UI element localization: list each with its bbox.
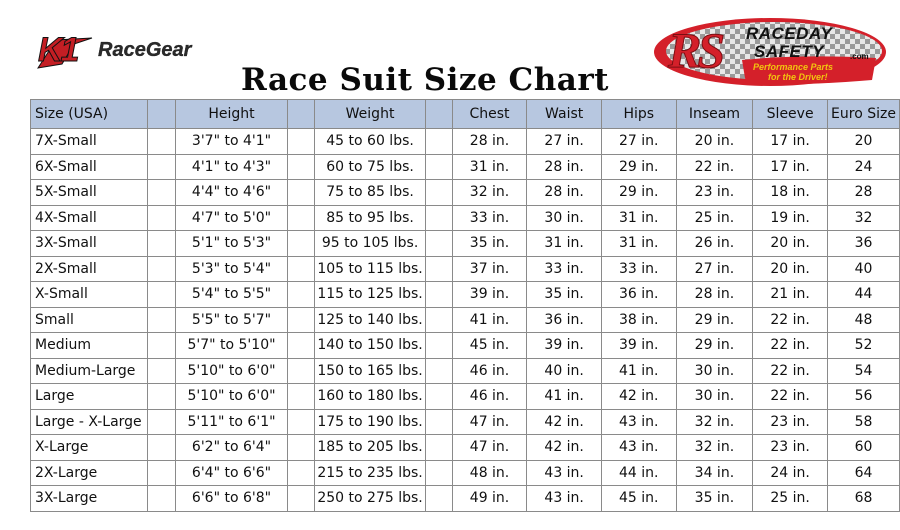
cell-chest: 32 in.: [452, 180, 527, 206]
cell-height: 5'10" to 6'0": [175, 358, 288, 384]
cell-chest: 31 in.: [452, 154, 527, 180]
cell-spacer: [147, 154, 175, 180]
cell-size: X-Large: [31, 435, 148, 461]
cell-euro: 20: [827, 129, 899, 155]
cell-spacer: [426, 384, 453, 410]
table-row: [31, 384, 900, 410]
col-header-chest: Chest: [452, 100, 527, 129]
cell-hips: 33 in.: [601, 256, 676, 282]
table-row: [31, 358, 900, 384]
cell-hips: 45 in.: [601, 486, 676, 512]
cell-sleeve: 21 in.: [753, 282, 828, 308]
cell-waist: 41 in.: [527, 384, 602, 410]
col-header-weight: Weight: [315, 100, 426, 129]
cell-spacer: [426, 129, 453, 155]
cell-spacer: [426, 460, 453, 486]
cell-sleeve: 20 in.: [753, 256, 828, 282]
cell-euro: 44: [827, 282, 899, 308]
cell-spacer: [288, 435, 315, 461]
cell-sleeve: 18 in.: [753, 180, 828, 206]
col-spacer: [288, 100, 315, 129]
cell-spacer: [147, 409, 175, 435]
cell-weight: 75 to 85 lbs.: [315, 180, 426, 206]
cell-waist: 27 in.: [527, 129, 602, 155]
cell-waist: 40 in.: [527, 358, 602, 384]
rs-line1: RACEDAY: [746, 24, 833, 43]
cell-chest: 33 in.: [452, 205, 527, 231]
page-title: Race Suit Size Chart: [241, 62, 609, 98]
cell-hips: 27 in.: [601, 129, 676, 155]
cell-weight: 45 to 60 lbs.: [315, 129, 426, 155]
cell-euro: 58: [827, 409, 899, 435]
cell-spacer: [426, 358, 453, 384]
cell-spacer: [147, 231, 175, 257]
cell-height: 4'7" to 5'0": [175, 205, 288, 231]
cell-hips: 39 in.: [601, 333, 676, 359]
cell-size: 3X-Small: [31, 231, 148, 257]
cell-height: 6'4" to 6'6": [175, 460, 288, 486]
cell-height: 6'2" to 6'4": [175, 435, 288, 461]
cell-spacer: [147, 435, 175, 461]
cell-inseam: 23 in.: [676, 180, 753, 206]
cell-chest: 35 in.: [452, 231, 527, 257]
cell-sleeve: 17 in.: [753, 129, 828, 155]
cell-spacer: [426, 205, 453, 231]
cell-spacer: [288, 307, 315, 333]
cell-height: 5'1" to 5'3": [175, 231, 288, 257]
rs-line2: SAFETY: [754, 42, 825, 61]
cell-sleeve: 22 in.: [753, 358, 828, 384]
cell-spacer: [147, 358, 175, 384]
cell-spacer: [147, 282, 175, 308]
cell-waist: 30 in.: [527, 205, 602, 231]
rs-com: .com: [850, 52, 869, 61]
cell-size: 7X-Small: [31, 129, 148, 155]
cell-inseam: 32 in.: [676, 409, 753, 435]
cell-spacer: [288, 282, 315, 308]
cell-spacer: [147, 205, 175, 231]
col-header-height: Height: [175, 100, 288, 129]
cell-height: 3'7" to 4'1": [175, 129, 288, 155]
cell-hips: 42 in.: [601, 384, 676, 410]
cell-waist: 43 in.: [527, 486, 602, 512]
table-row: [31, 231, 900, 257]
cell-spacer: [288, 358, 315, 384]
cell-euro: 40: [827, 256, 899, 282]
cell-chest: 47 in.: [452, 435, 527, 461]
cell-sleeve: 22 in.: [753, 384, 828, 410]
cell-spacer: [426, 231, 453, 257]
cell-spacer: [426, 282, 453, 308]
cell-chest: 39 in.: [452, 282, 527, 308]
cell-height: 5'3" to 5'4": [175, 256, 288, 282]
cell-spacer: [288, 486, 315, 512]
col-header-inseam: Inseam: [676, 100, 753, 129]
table-row: [31, 282, 900, 308]
cell-waist: 42 in.: [527, 409, 602, 435]
cell-sleeve: 19 in.: [753, 205, 828, 231]
cell-weight: 150 to 165 lbs.: [315, 358, 426, 384]
table-row: [31, 307, 900, 333]
cell-spacer: [147, 384, 175, 410]
cell-height: 5'10" to 6'0": [175, 384, 288, 410]
col-spacer: [147, 100, 175, 129]
cell-height: 4'1" to 4'3": [175, 154, 288, 180]
cell-hips: 38 in.: [601, 307, 676, 333]
cell-spacer: [147, 486, 175, 512]
cell-spacer: [288, 231, 315, 257]
k1-brand-text: K1: [38, 31, 78, 69]
cell-spacer: [288, 256, 315, 282]
cell-inseam: 30 in.: [676, 358, 753, 384]
cell-spacer: [288, 129, 315, 155]
cell-weight: 215 to 235 lbs.: [315, 460, 426, 486]
cell-hips: 36 in.: [601, 282, 676, 308]
cell-spacer: [426, 180, 453, 206]
col-header-sleeve: Sleeve: [753, 100, 828, 129]
cell-weight: 250 to 275 lbs.: [315, 486, 426, 512]
cell-waist: 31 in.: [527, 231, 602, 257]
col-header-euro: Euro Size: [827, 100, 899, 129]
cell-size: X-Small: [31, 282, 148, 308]
cell-size: Large - X-Large: [31, 409, 148, 435]
cell-spacer: [147, 460, 175, 486]
cell-hips: 41 in.: [601, 358, 676, 384]
cell-waist: 28 in.: [527, 154, 602, 180]
cell-size: 2X-Small: [31, 256, 148, 282]
cell-chest: 48 in.: [452, 460, 527, 486]
cell-sleeve: 25 in.: [753, 486, 828, 512]
cell-spacer: [147, 129, 175, 155]
cell-euro: 32: [827, 205, 899, 231]
table-row: [31, 409, 900, 435]
cell-hips: 31 in.: [601, 231, 676, 257]
cell-waist: 36 in.: [527, 307, 602, 333]
cell-spacer: [147, 307, 175, 333]
cell-weight: 140 to 150 lbs.: [315, 333, 426, 359]
cell-spacer: [426, 435, 453, 461]
cell-weight: 95 to 105 lbs.: [315, 231, 426, 257]
cell-spacer: [426, 409, 453, 435]
cell-spacer: [147, 333, 175, 359]
cell-euro: 54: [827, 358, 899, 384]
cell-height: 4'4" to 4'6": [175, 180, 288, 206]
cell-chest: 28 in.: [452, 129, 527, 155]
cell-hips: 31 in.: [601, 205, 676, 231]
table-row: [31, 460, 900, 486]
cell-size: 6X-Small: [31, 154, 148, 180]
cell-inseam: 27 in.: [676, 256, 753, 282]
cell-inseam: 26 in.: [676, 231, 753, 257]
cell-size: Large: [31, 384, 148, 410]
cell-hips: 43 in.: [601, 409, 676, 435]
cell-waist: 33 in.: [527, 256, 602, 282]
cell-sleeve: 17 in.: [753, 154, 828, 180]
cell-waist: 39 in.: [527, 333, 602, 359]
cell-chest: 46 in.: [452, 384, 527, 410]
table-row: [31, 256, 900, 282]
cell-weight: 160 to 180 lbs.: [315, 384, 426, 410]
cell-waist: 28 in.: [527, 180, 602, 206]
cell-sleeve: 22 in.: [753, 307, 828, 333]
cell-waist: 35 in.: [527, 282, 602, 308]
cell-inseam: 28 in.: [676, 282, 753, 308]
cell-weight: 105 to 115 lbs.: [315, 256, 426, 282]
cell-euro: 52: [827, 333, 899, 359]
cell-hips: 43 in.: [601, 435, 676, 461]
cell-inseam: 30 in.: [676, 384, 753, 410]
cell-spacer: [288, 205, 315, 231]
cell-inseam: 25 in.: [676, 205, 753, 231]
cell-height: 5'5" to 5'7": [175, 307, 288, 333]
rs-letters: RS: [668, 22, 722, 78]
cell-weight: 60 to 75 lbs.: [315, 154, 426, 180]
cell-size: 5X-Small: [31, 180, 148, 206]
cell-spacer: [426, 154, 453, 180]
cell-size: 4X-Small: [31, 205, 148, 231]
cell-inseam: 35 in.: [676, 486, 753, 512]
cell-hips: 44 in.: [601, 460, 676, 486]
cell-spacer: [426, 256, 453, 282]
cell-spacer: [426, 307, 453, 333]
cell-inseam: 29 in.: [676, 307, 753, 333]
cell-chest: 46 in.: [452, 358, 527, 384]
cell-waist: 43 in.: [527, 460, 602, 486]
cell-spacer: [426, 333, 453, 359]
cell-inseam: 34 in.: [676, 460, 753, 486]
cell-hips: 29 in.: [601, 154, 676, 180]
cell-hips: 29 in.: [601, 180, 676, 206]
cell-chest: 47 in.: [452, 409, 527, 435]
raceday-safety-logo: [650, 14, 890, 90]
col-header-waist: Waist: [527, 100, 602, 129]
cell-euro: 48: [827, 307, 899, 333]
cell-sleeve: 22 in.: [753, 333, 828, 359]
col-header-hips: Hips: [601, 100, 676, 129]
cell-weight: 115 to 125 lbs.: [315, 282, 426, 308]
cell-inseam: 29 in.: [676, 333, 753, 359]
table-row: [31, 333, 900, 359]
cell-spacer: [288, 180, 315, 206]
table-row: [31, 154, 900, 180]
table-header-row: [31, 100, 900, 129]
cell-euro: 60: [827, 435, 899, 461]
table-row: [31, 435, 900, 461]
cell-height: 5'7" to 5'10": [175, 333, 288, 359]
cell-euro: 28: [827, 180, 899, 206]
table-row: [31, 129, 900, 155]
cell-spacer: [288, 460, 315, 486]
cell-size: Small: [31, 307, 148, 333]
cell-chest: 37 in.: [452, 256, 527, 282]
cell-spacer: [147, 256, 175, 282]
cell-height: 5'11" to 6'1": [175, 409, 288, 435]
cell-inseam: 32 in.: [676, 435, 753, 461]
cell-height: 5'4" to 5'5": [175, 282, 288, 308]
cell-chest: 49 in.: [452, 486, 527, 512]
cell-spacer: [288, 384, 315, 410]
cell-sleeve: 24 in.: [753, 460, 828, 486]
cell-weight: 175 to 190 lbs.: [315, 409, 426, 435]
cell-spacer: [288, 409, 315, 435]
cell-chest: 45 in.: [452, 333, 527, 359]
col-header-size: Size (USA): [31, 100, 148, 129]
rs-tagline2: for the Driver!: [768, 72, 828, 82]
cell-spacer: [288, 154, 315, 180]
table-row: [31, 180, 900, 206]
cell-euro: 68: [827, 486, 899, 512]
cell-spacer: [147, 180, 175, 206]
k1-sub-text: RaceGear: [98, 39, 192, 61]
cell-sleeve: 23 in.: [753, 435, 828, 461]
cell-size: 2X-Large: [31, 460, 148, 486]
cell-weight: 125 to 140 lbs.: [315, 307, 426, 333]
cell-chest: 41 in.: [452, 307, 527, 333]
cell-inseam: 20 in.: [676, 129, 753, 155]
table-row: [31, 486, 900, 512]
cell-size: Medium: [31, 333, 148, 359]
cell-inseam: 22 in.: [676, 154, 753, 180]
cell-euro: 64: [827, 460, 899, 486]
cell-size: Medium-Large: [31, 358, 148, 384]
cell-spacer: [288, 333, 315, 359]
cell-weight: 85 to 95 lbs.: [315, 205, 426, 231]
cell-euro: 24: [827, 154, 899, 180]
cell-sleeve: 23 in.: [753, 409, 828, 435]
cell-spacer: [426, 486, 453, 512]
cell-waist: 42 in.: [527, 435, 602, 461]
cell-euro: 56: [827, 384, 899, 410]
cell-weight: 185 to 205 lbs.: [315, 435, 426, 461]
cell-euro: 36: [827, 231, 899, 257]
table-row: [31, 205, 900, 231]
cell-size: 3X-Large: [31, 486, 148, 512]
cell-sleeve: 20 in.: [753, 231, 828, 257]
size-chart-table: [30, 99, 900, 512]
col-spacer: [426, 100, 453, 129]
rs-tagline1: Performance Parts: [753, 62, 834, 72]
cell-height: 6'6" to 6'8": [175, 486, 288, 512]
